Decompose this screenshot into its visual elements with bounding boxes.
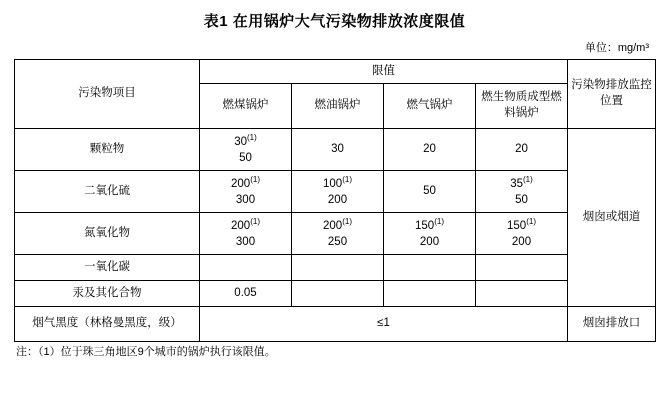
table-row — [15, 255, 656, 281]
header-col-oil: 燃油锅炉 — [292, 84, 384, 129]
header-monitor-position: 污染物排放监控位置 — [568, 60, 656, 129]
value-bottom: 250 — [327, 236, 348, 249]
footnote-marker: (1) — [342, 216, 352, 226]
value-top: 35 — [510, 177, 523, 190]
row-label-nox: 氮氧化物 — [15, 213, 200, 255]
value-bottom: 200 — [327, 194, 348, 207]
row-label-mercury: 汞及其化合物 — [15, 281, 200, 307]
footnote-marker: (1) — [523, 174, 533, 184]
header-pollutant-item: 污染物项目 — [15, 60, 200, 129]
header-col-gas: 燃气锅炉 — [384, 84, 476, 129]
footnote-marker: (1) — [434, 216, 444, 226]
table-row — [15, 213, 656, 255]
row-label-particulate: 颗粒物 — [15, 129, 200, 171]
value-bottom: 200 — [419, 236, 440, 249]
cell-mercury-oil — [292, 281, 384, 307]
header-col-biomass: 燃生物质成型燃料锅炉 — [476, 84, 568, 129]
cell-monitor-position: 烟囱或烟道 — [568, 129, 656, 307]
value-top: 200 — [231, 219, 251, 232]
cell-co-gas — [384, 255, 476, 281]
table-row — [15, 281, 656, 307]
value-top: 200 — [231, 177, 251, 190]
header-limit-group: 限值 — [200, 60, 568, 84]
table-header-row-1 — [15, 60, 656, 84]
cell-so2-gas: 50 — [384, 171, 476, 213]
value-bottom: 300 — [235, 236, 256, 249]
cell-nox-gas — [384, 213, 476, 255]
header-col-coal: 燃煤锅炉 — [200, 84, 292, 129]
footnote-marker: (1) — [342, 174, 352, 184]
cell-smoke-blackness-value: ≤1 — [200, 307, 568, 342]
footnote-marker: (1) — [250, 216, 260, 226]
cell-so2-biomass — [476, 171, 568, 213]
footnote-marker: (1) — [247, 132, 257, 142]
table-row — [15, 171, 656, 213]
cell-particulate-biomass: 20 — [476, 129, 568, 171]
cell-smoke-blackness-position: 烟囱排放口 — [568, 307, 656, 342]
value-bottom: 200 — [511, 236, 532, 249]
document-page — [0, 10, 669, 414]
value-top: 150 — [507, 219, 527, 232]
cell-co-biomass — [476, 255, 568, 281]
cell-mercury-biomass — [476, 281, 568, 307]
cell-mercury-coal: 0.05 — [200, 281, 292, 307]
value-top: 100 — [323, 177, 343, 190]
row-label-so2: 二氧化硫 — [15, 171, 200, 213]
cell-so2-coal — [200, 171, 292, 213]
footnote-marker: (1) — [250, 174, 260, 184]
emission-limits-table — [14, 59, 656, 342]
row-label-co: 一氧化碳 — [15, 255, 200, 281]
cell-co-oil — [292, 255, 384, 281]
value-bottom: 50 — [239, 152, 252, 165]
value-top: 150 — [415, 219, 435, 232]
cell-particulate-oil: 30 — [292, 129, 384, 171]
value-top: 30 — [234, 135, 247, 148]
value-top: 200 — [323, 219, 343, 232]
cell-particulate-coal — [200, 129, 292, 171]
cell-particulate-gas: 20 — [384, 129, 476, 171]
cell-nox-coal — [200, 213, 292, 255]
value-bottom: 300 — [235, 194, 256, 207]
page-title: 表1 在用锅炉大气污染物排放浓度限值 — [203, 13, 466, 30]
row-label-smoke-blackness: 烟气黑度（林格曼黑度，级） — [15, 307, 200, 342]
cell-mercury-gas — [384, 281, 476, 307]
unit-label: 单位：mg/m³ — [584, 42, 649, 54]
cell-nox-biomass — [476, 213, 568, 255]
table-row-smoke-blackness — [15, 307, 656, 342]
footnote-marker: (1) — [526, 216, 536, 226]
cell-nox-oil — [292, 213, 384, 255]
table-row — [15, 129, 656, 171]
cell-so2-oil — [292, 171, 384, 213]
value-bottom: 50 — [515, 194, 528, 207]
table-footnote: 注：（1）位于珠三角地区9个城市的锅炉执行该限值。 — [16, 346, 276, 358]
cell-co-coal — [200, 255, 292, 281]
